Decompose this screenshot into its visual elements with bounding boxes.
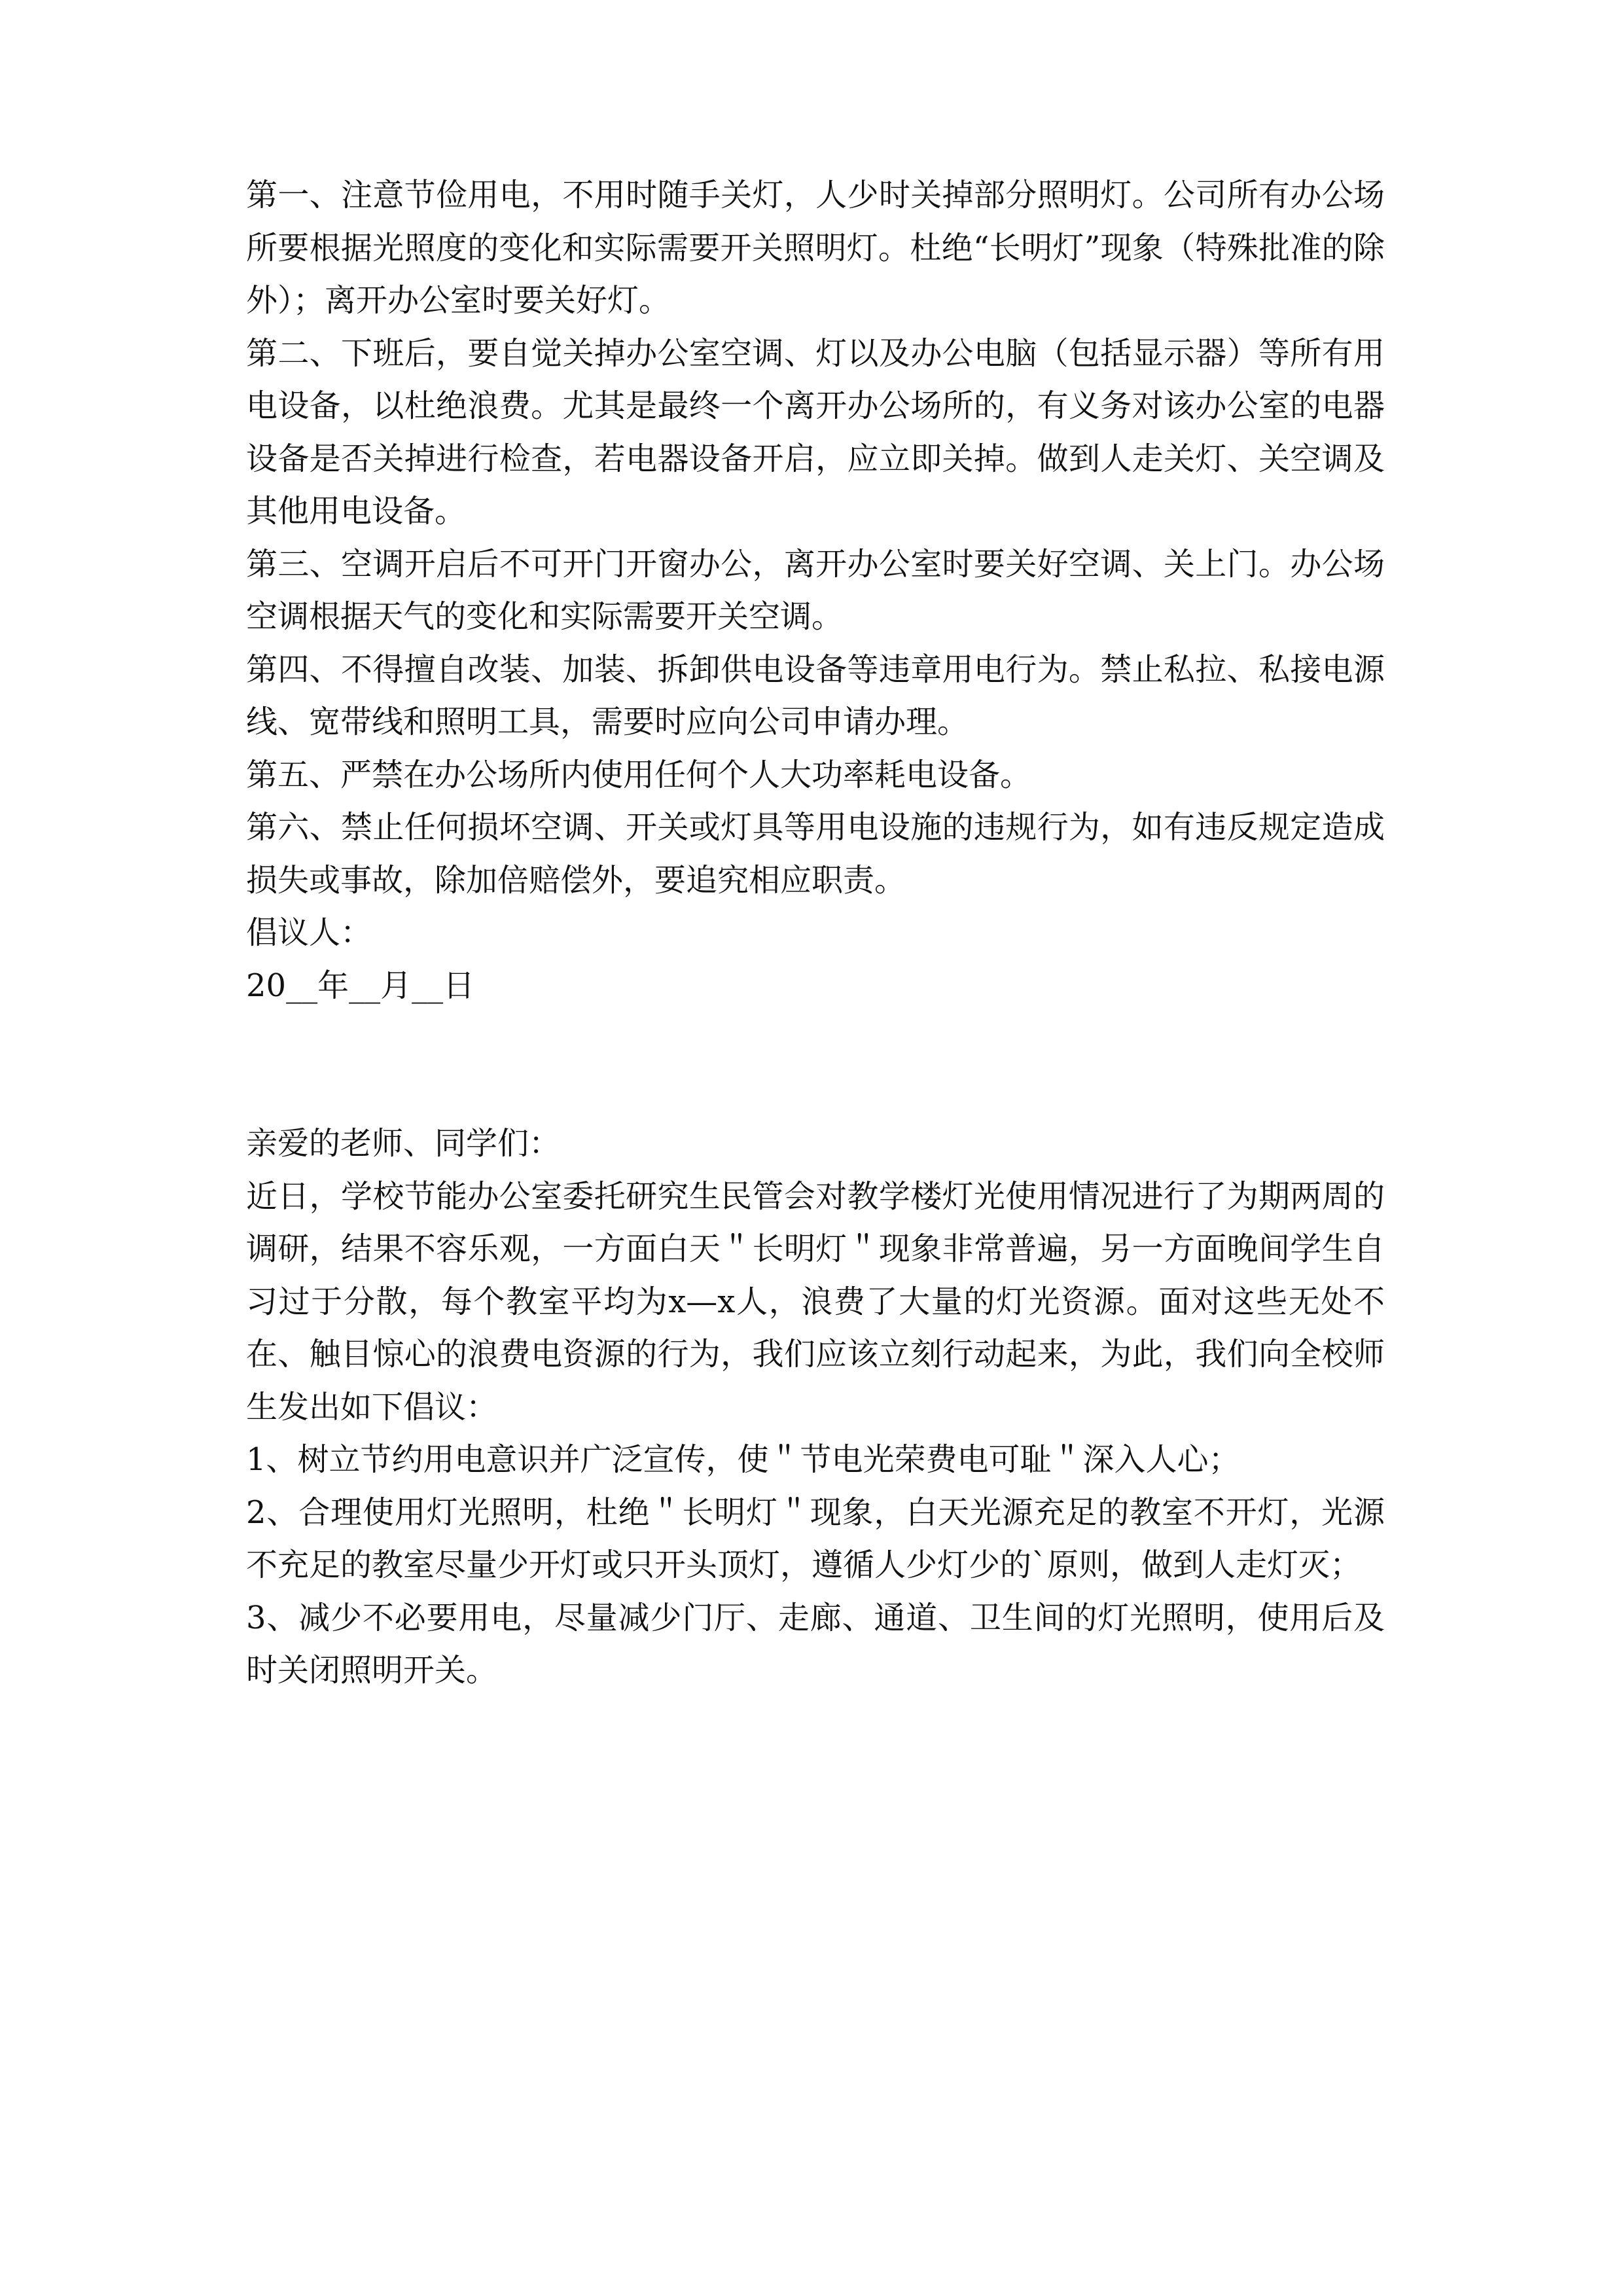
section-gap (246, 1012, 1385, 1117)
proposal-item-1: 1、树立节约用电意识并广泛宣传，使＂节电光荣费电可耻＂深入人心； (246, 1441, 1240, 1478)
greeting: 亲爱的老师、同学们： (246, 1125, 561, 1162)
intro-paragraph: 近日，学校节能办公室委托研究生民管会对教学楼灯光使用情况进行了为期两周的调研，结果不容乐观，一方面白天＂长明灯＂现象非常普遍，另一方面晚间学生自习过于分散，每个教室平均为x—x人，浪费了大量的灯光资源。面对这些无处不在、触目惊心的浪费电资源的行为，我们应该立刻行动起来，为此，我们向全校师生发出如下倡议： (246, 1177, 1385, 1426)
proposal-item-3: 3、减少不必要用电，尽量减少门厅、走廊、通道、卫生间的灯光照明，使用后及时关闭照明开关。 (246, 1599, 1385, 1689)
rule-paragraph-3: 第三、空调开启后不可开门开窗办公，离开办公室时要关好空调、关上门。办公场空调根据天气的变化和实际需要开关空调。 (246, 545, 1385, 635)
initiator-label: 倡议人： (246, 914, 372, 951)
rule-paragraph-6: 第六、禁止任何损坏空调、开关或灯具等用电设施的违规行为，如有违反规定造成损失或事故，除加倍赔偿外，要追究相应职责。 (246, 809, 1385, 899)
rule-paragraph-5: 第五、严禁在办公场所内使用任何个人大功率耗电设备。 (246, 756, 1032, 793)
proposal-item-2: 2、合理使用灯光照明，杜绝＂长明灯＂现象，白天光源充足的教室不开灯，光源不充足的教室尽量少开灯或只开头顶灯，遵循人少灯少的`原则，做到人走灯灭； (246, 1494, 1385, 1583)
date-line: 20__年__月__日 (246, 967, 475, 1004)
rule-paragraph-4: 第四、不得擅自改装、加装、拆卸供电设备等违章用电行为。禁止私拉、私接电源线、宽带线和照明工具，需要时应向公司申请办理。 (246, 651, 1385, 740)
document-body (246, 169, 1385, 1697)
rule-paragraph-1: 第一、注意节俭用电，不用时随手关灯，人少时关掉部分照明灯。公司所有办公场所要根据光照度的变化和实际需要开关照明灯。杜绝“长明灯”现象（特殊批准的除外）；离开办公室时要关好灯。 (246, 177, 1385, 319)
rule-paragraph-2: 第二、下班后，要自觉关掉办公室空调、灯以及办公电脑（包括显示器）等所有用电设备，以杜绝浪费。尤其是最终一个离开办公场所的，有义务对该办公室的电器设备是否关掉进行检查，若电器设备开启，应立即关掉。做到人走关灯、关空调及其他用电设备。 (246, 334, 1385, 529)
